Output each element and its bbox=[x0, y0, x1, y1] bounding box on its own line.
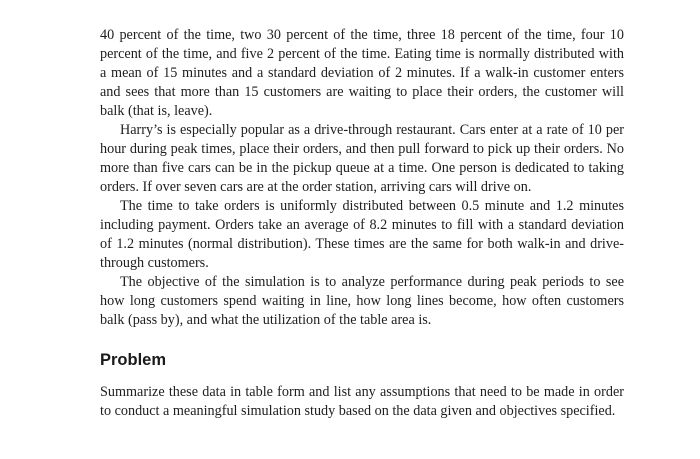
paragraph-order-times: The time to take orders is uniformly distributed between 0.5 minute and 1.2 minutes including payment. Orders take an average of 8.2 minutes to fill with a standard deviation of 1.2 minutes (normal distribution). These times are the same for both walk-in and drive-through customers. bbox=[100, 198, 624, 271]
paragraph-drive-through: Harry’s is especially popular as a drive-through restaurant. Cars enter at a rate of 10 per hour during peak times, place their orders, and then pull forward to pick up their orders. No more than five cars can be in the pickup queue at a time. One person is dedicated to taking orders. If over seven cars are at the order station, arriving cars will drive on. bbox=[100, 122, 624, 195]
problem-heading: Problem bbox=[100, 351, 167, 369]
document-page bbox=[100, 26, 624, 421]
paragraph-service-distribution: 40 percent of the time, two 30 percent of the time, three 18 percent of the time, four 10 percent of the time, and five 2 percent of the time. Eating time is normally distributed with a mean of 15 minutes and a standard deviation of 2 minutes. If a walk-in customer enters and sees that more than 15 customers are waiting to place their orders, the customer will balk (that is, leave). bbox=[100, 27, 624, 119]
problem-text: Summarize these data in table form and list any assumptions that need to be made in order to conduct a meaningful simulation study based on the data given and objectives specified. bbox=[100, 384, 624, 419]
paragraph-objective: The objective of the simulation is to analyze performance during peak periods to see how long customers spend waiting in line, how long lines become, how often customers balk (pass by), and what the utilization of the table area is. bbox=[100, 274, 624, 328]
